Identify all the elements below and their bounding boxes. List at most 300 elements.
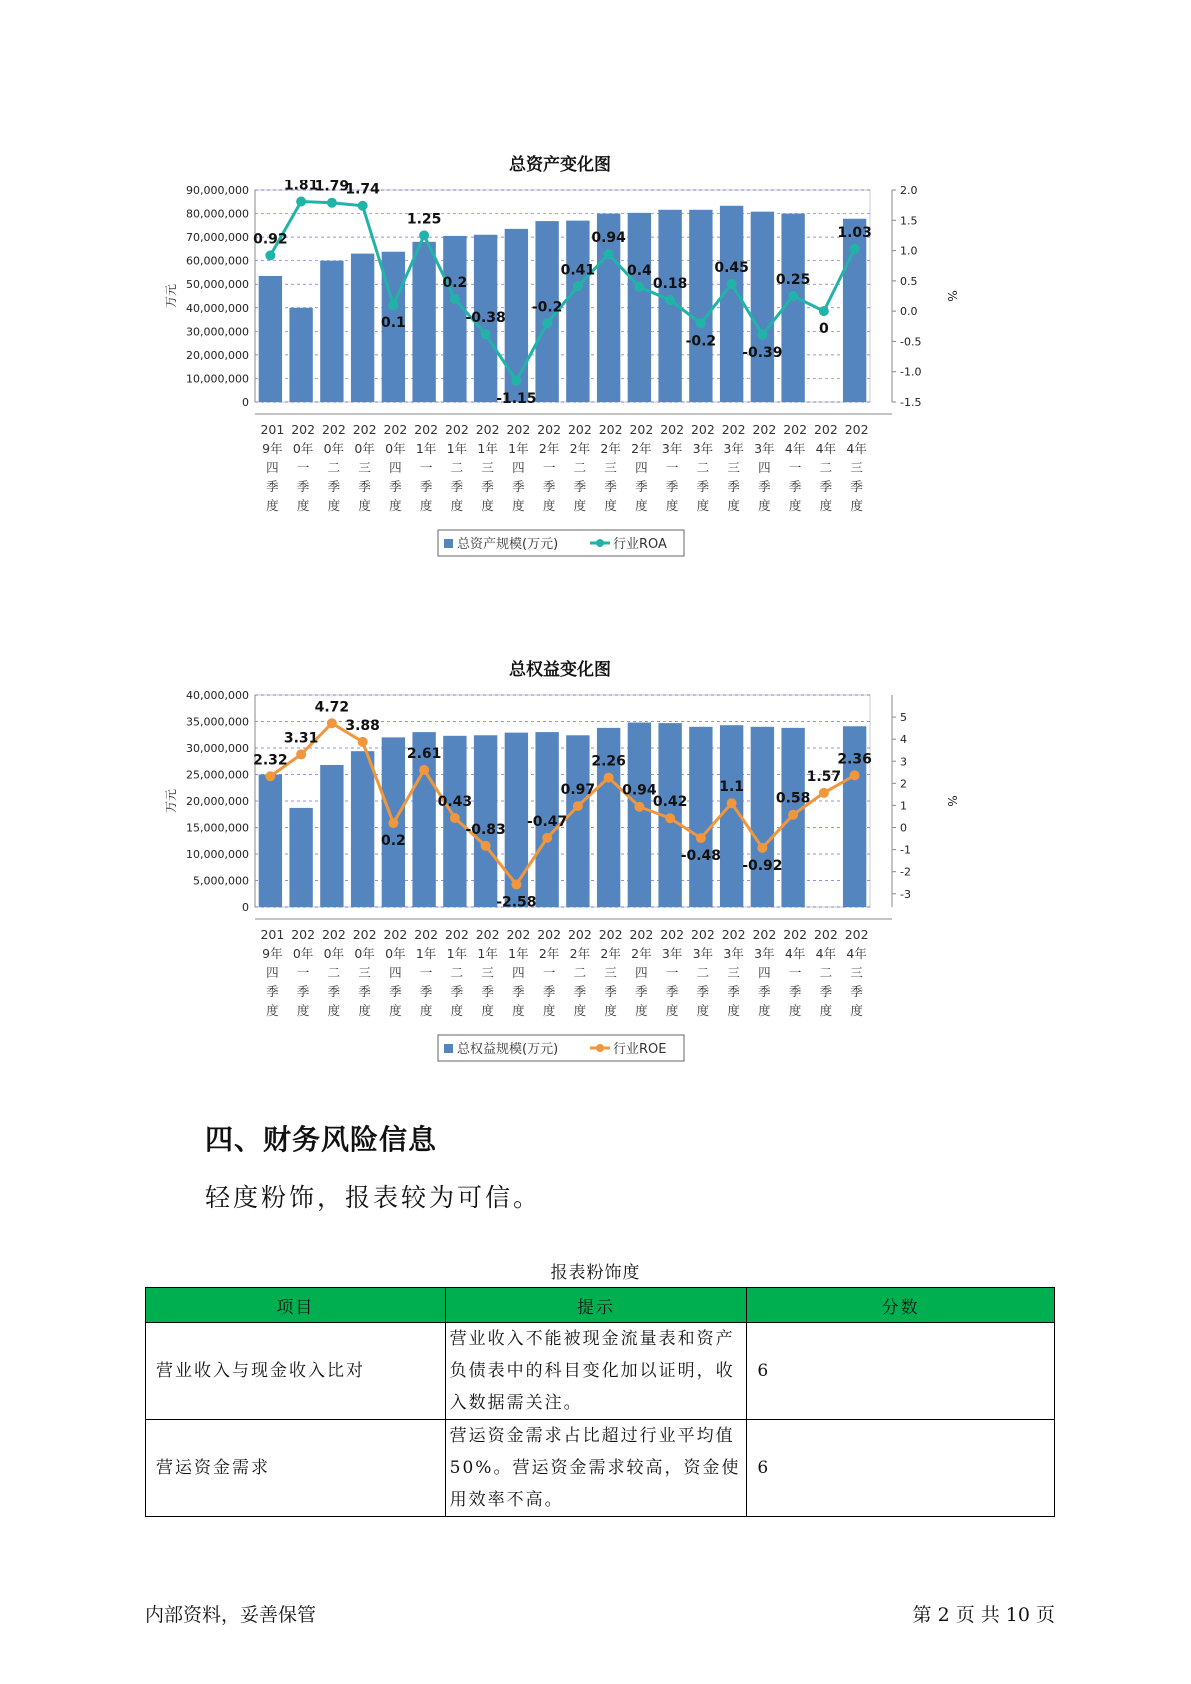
- line-point: [634, 802, 644, 812]
- x-tick-label: 季: [635, 984, 648, 999]
- x-tick-label: 1年: [477, 441, 498, 456]
- y-tick-label: 70,000,000: [186, 231, 249, 245]
- x-tick-label: 季: [389, 479, 402, 494]
- line-point: [573, 801, 583, 811]
- x-tick-label: 202: [783, 422, 808, 437]
- x-tick-label: 1年: [477, 946, 498, 961]
- x-tick-label: 三: [727, 460, 740, 475]
- y-tick-label: 0: [242, 396, 249, 409]
- x-tick-label: 度: [389, 498, 402, 513]
- data-label: 2.36: [837, 751, 872, 768]
- x-tick-label: 3年: [754, 946, 775, 961]
- x-tick-label: 202: [291, 927, 316, 942]
- data-label: 2.61: [406, 745, 442, 762]
- x-tick-label: 度: [665, 498, 679, 513]
- x-tick-label: 季: [450, 479, 464, 494]
- x-tick-label: 季: [696, 479, 710, 494]
- data-label: -1.15: [496, 390, 537, 407]
- x-tick-label: 度: [512, 1003, 525, 1018]
- table-row: [146, 1323, 1055, 1420]
- x-tick-label: 202: [444, 927, 469, 942]
- line-point: [788, 291, 798, 301]
- x-tick-label: 季: [512, 984, 525, 999]
- y-axis-title: 万元: [164, 283, 178, 309]
- data-label: -0.39: [742, 344, 783, 361]
- x-tick-label: 度: [635, 1003, 648, 1018]
- x-tick-label: 度: [419, 1003, 433, 1018]
- x-tick-label: 4年: [846, 946, 867, 961]
- x-tick-label: 202: [598, 422, 623, 437]
- x-tick-label: 2年: [569, 441, 591, 456]
- footer-page-number: 第 2 页 共 10 页: [912, 1604, 1055, 1626]
- y-tick-label: 60,000,000: [186, 254, 249, 268]
- x-tick-label: 二: [450, 965, 464, 980]
- x-tick-label: 四: [389, 460, 402, 475]
- x-tick-label: 季: [327, 479, 341, 494]
- data-label: -0.47: [526, 813, 568, 830]
- table-caption: 报表粉饰度: [550, 1263, 641, 1283]
- line-point: [296, 197, 306, 207]
- y-tick-label: 40,000,000: [186, 301, 249, 315]
- table-header-hint: 提示: [445, 1288, 747, 1323]
- x-tick-label: 季: [481, 479, 494, 494]
- x-tick-label: 季: [696, 984, 710, 999]
- plot-area: [255, 190, 870, 402]
- data-label: 3.88: [345, 717, 380, 734]
- x-tick-label: 度: [542, 498, 556, 513]
- x-tick-label: 度: [296, 1003, 310, 1018]
- legend-swatch-bar: [444, 539, 453, 548]
- x-tick-label: 202: [383, 927, 408, 942]
- x-tick-label: 一: [788, 460, 802, 475]
- x-tick-label: 0年: [292, 946, 314, 961]
- x-tick-label: 度: [604, 1003, 617, 1018]
- x-tick-label: 2年: [600, 946, 621, 961]
- legend-label: 行业ROA: [613, 537, 667, 552]
- line-point: [819, 306, 829, 316]
- data-label: -0.48: [680, 848, 722, 865]
- x-tick-label: 度: [727, 1003, 740, 1018]
- x-tick-label: 季: [542, 984, 556, 999]
- bar: [720, 206, 743, 402]
- x-tick-label: 202: [721, 927, 746, 942]
- x-tick-label: 季: [389, 984, 402, 999]
- x-tick-label: 四: [389, 965, 402, 980]
- line-point: [511, 376, 521, 386]
- y-tick-label: 35,000,000: [186, 715, 249, 729]
- line-point: [358, 201, 368, 211]
- data-label: 0.2: [380, 833, 406, 850]
- x-tick-label: 3年: [692, 441, 714, 456]
- x-tick-label: 季: [358, 479, 371, 494]
- legend-swatch-point: [596, 1044, 604, 1052]
- data-label: 1.57: [806, 768, 842, 785]
- x-tick-label: 季: [819, 479, 833, 494]
- x-tick-label: 度: [266, 1003, 279, 1018]
- x-tick-label: 0年: [323, 946, 345, 961]
- x-tick-label: 1年: [415, 946, 437, 961]
- line-point: [388, 300, 398, 310]
- bar: [289, 308, 312, 402]
- x-tick-label: 季: [419, 479, 433, 494]
- line-point: [450, 813, 460, 823]
- x-tick-label: 度: [573, 498, 587, 513]
- data-label: 1.03: [837, 224, 872, 241]
- x-tick-label: 度: [819, 1003, 833, 1018]
- x-tick-label: 三: [481, 965, 494, 980]
- x-tick-label: 1年: [508, 441, 529, 456]
- legend-swatch-point: [596, 539, 604, 547]
- x-tick-label: 一: [665, 460, 679, 475]
- x-tick-label: 度: [481, 498, 494, 513]
- x-tick-label: 度: [358, 1003, 371, 1018]
- x-tick-label: 1年: [446, 946, 468, 961]
- data-label: 0.4: [626, 262, 652, 279]
- x-tick-label: 一: [296, 965, 310, 980]
- x-tick-label: 202: [537, 927, 562, 942]
- x-tick-label: 0年: [385, 441, 406, 456]
- line-point: [727, 798, 737, 808]
- x-tick-label: 202: [752, 422, 777, 437]
- y2-axis-title: %: [945, 290, 959, 302]
- data-label: 1.1: [719, 779, 745, 796]
- bar: [351, 751, 374, 907]
- line-point: [819, 788, 829, 798]
- x-tick-label: 2年: [600, 441, 621, 456]
- x-tick-label: 度: [327, 498, 341, 513]
- y2-tick-label: -0.5: [900, 335, 922, 349]
- x-tick-label: 季: [727, 984, 740, 999]
- y-tick-label: 20,000,000: [186, 348, 249, 362]
- x-tick-label: 二: [696, 460, 710, 475]
- x-tick-label: 4年: [815, 441, 837, 456]
- data-label: 4.72: [314, 699, 350, 716]
- x-tick-label: 度: [296, 498, 310, 513]
- x-tick-label: 二: [819, 965, 833, 980]
- x-tick-label: 9年: [262, 441, 283, 456]
- x-tick-label: 202: [783, 927, 808, 942]
- x-tick-label: 202: [506, 927, 531, 942]
- bar: [751, 727, 774, 907]
- x-tick-label: 0年: [292, 441, 314, 456]
- x-tick-label: 度: [573, 1003, 587, 1018]
- data-label: 0.43: [437, 794, 473, 811]
- data-label: 0.45: [714, 259, 749, 276]
- x-tick-label: 度: [665, 1003, 679, 1018]
- x-tick-label: 202: [506, 422, 531, 437]
- x-tick-label: 季: [758, 479, 771, 494]
- x-tick-label: 3年: [692, 946, 714, 961]
- x-tick-label: 度: [788, 498, 802, 513]
- x-tick-label: 四: [758, 460, 771, 475]
- row-hint: 营业收入不能被现金流量表和资产负债表中的科目变化加以证明，收入数据需关注。: [445, 1323, 747, 1420]
- x-tick-label: 202: [690, 927, 715, 942]
- x-tick-label: 度: [788, 1003, 802, 1018]
- x-tick-label: 季: [665, 479, 679, 494]
- y-tick-label: 10,000,000: [186, 372, 249, 386]
- x-tick-label: 季: [512, 479, 525, 494]
- y2-tick-label: -3: [900, 887, 911, 901]
- x-tick-label: 季: [850, 984, 863, 999]
- bar: [566, 221, 589, 402]
- x-tick-label: 季: [758, 984, 771, 999]
- y2-tick-label: 5: [900, 711, 907, 725]
- x-tick-label: 0年: [323, 441, 345, 456]
- x-tick-label: 四: [512, 460, 525, 475]
- y2-tick-label: -1.0: [900, 365, 922, 379]
- y2-axis-title: %: [945, 795, 959, 807]
- x-tick-label: 季: [542, 479, 556, 494]
- data-label: 0.97: [560, 782, 596, 799]
- x-tick-label: 度: [389, 1003, 402, 1018]
- line-point: [757, 330, 767, 340]
- legend-label: 总资产规模(万元): [457, 537, 559, 552]
- x-tick-label: 四: [635, 965, 648, 980]
- x-tick-label: 度: [604, 498, 617, 513]
- x-tick-label: 2年: [631, 441, 652, 456]
- x-tick-label: 3年: [723, 441, 744, 456]
- x-tick-label: 202: [352, 927, 377, 942]
- x-tick-label: 一: [419, 460, 433, 475]
- x-tick-label: 4年: [846, 441, 867, 456]
- data-label: 0.94: [591, 230, 626, 247]
- x-tick-label: 0年: [385, 946, 406, 961]
- x-tick-label: 一: [542, 965, 556, 980]
- data-label: -0.2: [531, 299, 563, 316]
- x-tick-label: 202: [844, 422, 869, 437]
- line-point: [696, 833, 706, 843]
- line-point: [634, 282, 644, 292]
- x-tick-label: 202: [321, 422, 346, 437]
- x-tick-label: 三: [727, 965, 740, 980]
- x-tick-label: 202: [475, 422, 500, 437]
- x-tick-label: 202: [721, 422, 746, 437]
- section-summary: 轻度粉饰，报表较为可信。: [205, 1183, 542, 1212]
- line-point: [604, 773, 614, 783]
- x-tick-label: 2年: [538, 946, 560, 961]
- line-point: [542, 833, 552, 843]
- x-tick-label: 0年: [354, 441, 375, 456]
- data-label: 0.92: [253, 231, 288, 248]
- x-tick-label: 季: [573, 984, 587, 999]
- line-point: [327, 198, 337, 208]
- y2-tick-label: 1.0: [900, 244, 918, 258]
- x-tick-label: 季: [788, 479, 802, 494]
- line-point: [388, 818, 398, 828]
- x-tick-label: 度: [512, 498, 525, 513]
- table-header-item: 项目: [146, 1288, 446, 1323]
- x-tick-label: 4年: [784, 946, 806, 961]
- x-tick-label: 季: [266, 479, 279, 494]
- y-tick-label: 0: [242, 901, 249, 914]
- row-item: 营业收入与现金收入比对: [146, 1323, 446, 1420]
- x-tick-label: 202: [567, 927, 592, 942]
- risk-table: [145, 1287, 1055, 1517]
- x-tick-label: 季: [850, 479, 863, 494]
- data-label: -0.92: [742, 857, 783, 874]
- y2-tick-label: -1: [900, 843, 911, 857]
- x-tick-label: 1年: [415, 441, 437, 456]
- x-tick-label: 202: [291, 422, 316, 437]
- y-tick-label: 5,000,000: [193, 874, 249, 888]
- data-label: 0.18: [652, 276, 688, 293]
- x-tick-label: 二: [327, 965, 341, 980]
- x-tick-label: 202: [475, 927, 500, 942]
- x-tick-label: 3年: [754, 441, 775, 456]
- line-point: [481, 841, 491, 851]
- line-point: [265, 771, 275, 781]
- data-label: 0.94: [622, 782, 657, 799]
- x-tick-label: 202: [414, 927, 439, 942]
- y2-tick-label: 3: [900, 755, 907, 769]
- x-tick-label: 季: [358, 984, 371, 999]
- bar: [259, 276, 282, 402]
- y2-tick-label: -1.5: [900, 396, 922, 409]
- line-point: [604, 249, 614, 259]
- x-tick-label: 度: [758, 498, 771, 513]
- x-tick-label: 三: [850, 965, 863, 980]
- bar: [289, 808, 312, 907]
- x-tick-label: 四: [512, 965, 525, 980]
- x-tick-label: 202: [567, 422, 592, 437]
- bar: [566, 735, 589, 907]
- x-tick-label: 度: [850, 1003, 863, 1018]
- x-tick-label: 202: [383, 422, 408, 437]
- bar: [320, 261, 343, 402]
- bar: [443, 236, 466, 402]
- line-point: [419, 765, 429, 775]
- x-tick-label: 季: [665, 984, 679, 999]
- line-point: [327, 718, 337, 728]
- x-tick-label: 202: [844, 927, 869, 942]
- x-tick-label: 202: [414, 422, 439, 437]
- y2-tick-label: 0: [900, 821, 907, 835]
- legend-label: 行业ROE: [613, 1042, 667, 1057]
- line-point: [450, 294, 460, 304]
- data-label: 2.26: [591, 753, 626, 770]
- table-row: [146, 1420, 1055, 1517]
- y-tick-label: 20,000,000: [186, 795, 249, 808]
- y-tick-label: 50,000,000: [186, 278, 249, 292]
- data-label: 3.31: [283, 730, 319, 747]
- chart-title: 总权益变化图: [509, 660, 611, 680]
- x-tick-label: 4年: [784, 441, 806, 456]
- x-tick-label: 一: [419, 965, 433, 980]
- bar: [412, 242, 435, 402]
- row-item: 营运资金需求: [146, 1420, 446, 1517]
- x-tick-label: 202: [629, 422, 654, 437]
- x-tick-label: 二: [450, 460, 464, 475]
- line-point: [265, 250, 275, 260]
- line-point: [665, 813, 675, 823]
- legend-label: 总权益规模(万元): [457, 1042, 559, 1057]
- x-tick-label: 季: [788, 984, 802, 999]
- x-tick-label: 2年: [538, 441, 560, 456]
- x-tick-label: 季: [450, 984, 464, 999]
- table-header-row: [146, 1288, 1055, 1323]
- x-tick-label: 三: [358, 460, 371, 475]
- x-tick-label: 3年: [723, 946, 744, 961]
- data-label: -0.83: [465, 821, 506, 838]
- line-point: [850, 770, 860, 780]
- x-tick-label: 二: [327, 460, 341, 475]
- x-tick-label: 202: [690, 422, 715, 437]
- x-tick-label: 9年: [262, 946, 283, 961]
- bar: [751, 212, 774, 402]
- x-tick-label: 度: [696, 1003, 710, 1018]
- line-point: [727, 279, 737, 289]
- x-tick-label: 1年: [446, 441, 468, 456]
- x-tick-label: 1年: [508, 946, 529, 961]
- data-label: -0.38: [465, 310, 506, 327]
- data-label: 1.74: [345, 181, 380, 198]
- y-tick-label: 40,000,000: [186, 689, 249, 702]
- x-tick-label: 202: [537, 422, 562, 437]
- data-label: 0.41: [560, 262, 596, 279]
- line-point: [419, 230, 429, 240]
- bar: [628, 723, 651, 907]
- x-tick-label: 2年: [569, 946, 591, 961]
- row-score: 6: [747, 1323, 1055, 1420]
- x-tick-label: 度: [850, 498, 863, 513]
- x-tick-label: 度: [758, 1003, 771, 1018]
- x-tick-label: 度: [819, 498, 833, 513]
- y-tick-label: 90,000,000: [186, 184, 249, 197]
- y2-tick-label: 1.5: [900, 214, 918, 228]
- x-tick-label: 202: [813, 927, 838, 942]
- y-tick-label: 15,000,000: [186, 821, 249, 835]
- x-tick-label: 度: [419, 498, 433, 513]
- section-heading: 四、财务风险信息: [205, 1123, 438, 1156]
- data-label: 1.81: [283, 180, 319, 194]
- x-tick-label: 四: [266, 460, 279, 475]
- x-tick-label: 202: [352, 422, 377, 437]
- y-tick-label: 10,000,000: [186, 848, 249, 861]
- x-tick-label: 度: [727, 498, 740, 513]
- chart-title: 总资产变化图: [509, 155, 611, 175]
- total-equity-chart-svg: [150, 685, 970, 1145]
- x-tick-label: 4年: [815, 946, 837, 961]
- bar: [320, 765, 343, 907]
- x-tick-label: 度: [696, 498, 710, 513]
- line-point: [296, 749, 306, 759]
- y2-tick-label: 0.0: [900, 305, 918, 319]
- y2-tick-label: 1: [900, 799, 907, 813]
- data-label: -2.58: [496, 894, 537, 911]
- bar: [628, 213, 651, 402]
- x-tick-label: 季: [604, 479, 617, 494]
- y2-tick-label: 0.5: [900, 274, 918, 288]
- line-point: [358, 737, 368, 747]
- x-tick-label: 一: [665, 965, 679, 980]
- line-point: [696, 318, 706, 328]
- x-tick-label: 202: [813, 422, 838, 437]
- data-label: 0.42: [652, 794, 688, 811]
- line-point: [788, 810, 798, 820]
- x-tick-label: 度: [635, 498, 648, 513]
- x-tick-label: 季: [635, 479, 648, 494]
- x-tick-label: 季: [727, 479, 740, 494]
- x-tick-label: 季: [296, 479, 310, 494]
- x-tick-label: 一: [296, 460, 310, 475]
- x-tick-label: 度: [481, 1003, 494, 1018]
- row-score: 6: [747, 1420, 1055, 1517]
- y-tick-label: 30,000,000: [186, 325, 249, 339]
- y2-tick-label: 2: [900, 777, 907, 791]
- x-tick-label: 度: [266, 498, 279, 513]
- x-tick-label: 四: [635, 460, 648, 475]
- total-assets-chart-svg: [150, 180, 970, 640]
